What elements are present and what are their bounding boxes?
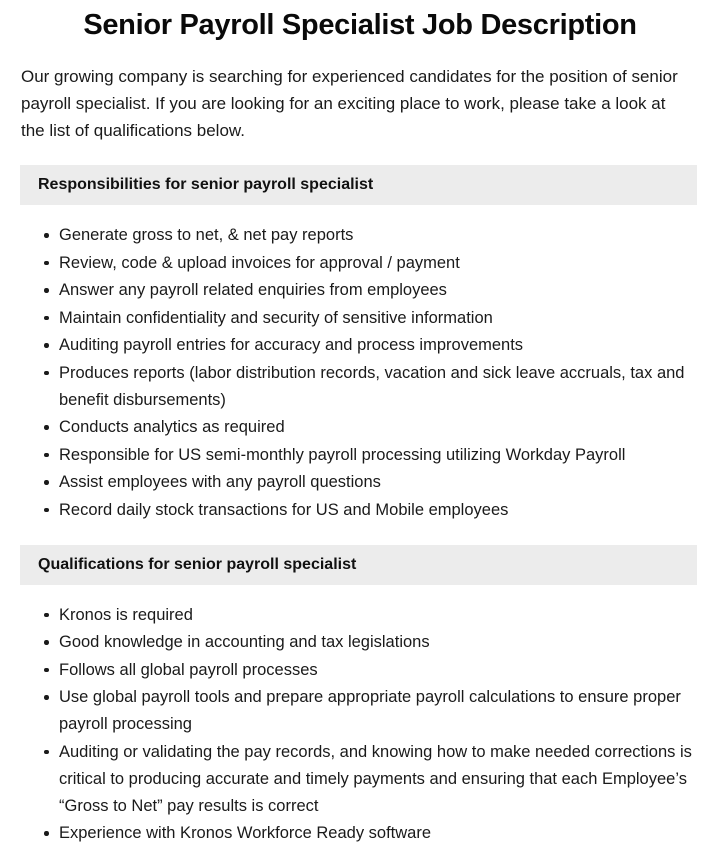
section-responsibilities <box>0 165 720 524</box>
list-item: Good knowledge in accounting and tax legislations <box>44 629 695 656</box>
list-item: Kronos is required <box>44 602 695 629</box>
section-header-responsibilities <box>20 165 697 205</box>
list-item: Auditing or validating the pay records, and knowing how to make needed corrections is critical to producing accurate and timely payments and ensuring that each Employee’s “Gross to Net” pay results is correct <box>44 739 695 820</box>
section-heading-label: Responsibilities for senior payroll specialist <box>38 176 374 193</box>
qualifications-list <box>0 585 720 848</box>
list-item: Record daily stock transactions for US and Mobile employees <box>44 497 695 524</box>
list-item: Use global payroll tools and prepare appropriate payroll calculations to ensure proper payroll processing <box>44 684 695 738</box>
section-header-qualifications <box>20 545 697 585</box>
section-heading-label: Qualifications for senior payroll specialist <box>38 555 357 573</box>
section-qualifications <box>0 545 720 848</box>
bottom-spacer <box>0 848 720 868</box>
list-item: Review, code & upload invoices for approval / payment <box>44 250 695 277</box>
list-item: Generate gross to net, & net pay reports <box>44 222 695 249</box>
page-title: Senior Payroll Specialist Job Description <box>83 9 637 41</box>
list-item: Maintain confidentiality and security of sensitive information <box>44 305 695 332</box>
responsibilities-list <box>0 205 720 524</box>
list-item: Auditing payroll entries for accuracy and process improvements <box>44 332 695 359</box>
list-item: Experience with Kronos Workforce Ready software <box>44 820 695 847</box>
list-item: Produces reports (labor distribution records, vacation and sick leave accruals, tax and benefit disbursements) <box>44 360 695 414</box>
list-item: Answer any payroll related enquiries from employees <box>44 277 695 304</box>
list-item: Assist employees with any payroll questions <box>44 469 695 496</box>
list-item: Follows all global payroll processes <box>44 657 695 684</box>
list-item: Responsible for US semi-monthly payroll processing utilizing Workday Payroll <box>44 442 695 469</box>
list-item: Conducts analytics as required <box>44 414 695 441</box>
intro-paragraph: Our growing company is searching for experienced candidates for the position of senior payroll specialist. If you are looking for an exciting place to work, please take a look at the list of qualifications below. <box>21 67 678 140</box>
